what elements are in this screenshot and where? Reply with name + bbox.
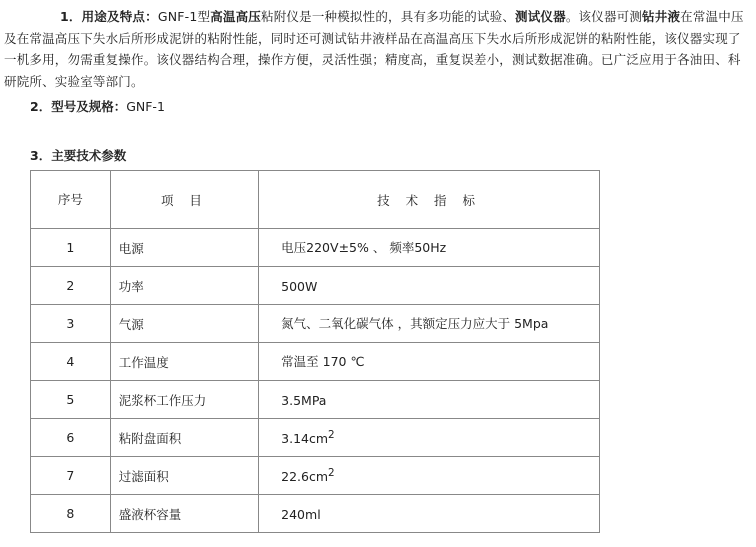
table-row <box>31 419 600 457</box>
row-spec-superscript: 2 <box>328 466 335 479</box>
row-number: 7 <box>31 457 111 495</box>
row-spec <box>259 419 600 457</box>
model-label: 2．型号及规格： <box>30 99 127 114</box>
row-spec-text: 500W <box>281 279 318 295</box>
params-title: 3．主要技术参数 <box>30 148 127 163</box>
table-row <box>31 457 600 495</box>
row-item: 盛液杯容量 <box>110 495 258 533</box>
row-spec-text: 22.6cm <box>281 469 329 485</box>
intro-text-2: 粘附仪是一种模拟性的，具有多功能的试验、 <box>261 9 516 24</box>
row-spec <box>259 495 600 533</box>
row-item: 工作温度 <box>110 343 258 381</box>
header-no: 序号 <box>31 171 111 229</box>
row-item: 气源 <box>110 305 258 343</box>
row-spec-text: 3.5MPa <box>281 393 327 409</box>
row-number: 3 <box>31 305 111 343</box>
row-number: 8 <box>31 495 111 533</box>
intro-bold-3: 钻井液 <box>642 9 681 24</box>
row-item: 泥浆杯工作压力 <box>110 381 258 419</box>
intro-text-3: 。该仪器可测 <box>565 9 643 24</box>
intro-text-1: GNF-1型 <box>157 9 211 24</box>
table-row <box>31 305 600 343</box>
row-spec <box>259 305 600 343</box>
table-row <box>31 381 600 419</box>
table-row <box>31 343 600 381</box>
row-item: 过滤面积 <box>110 457 258 495</box>
intro-bold-1: 高温高压 <box>210 9 262 24</box>
model-line <box>30 97 165 117</box>
row-number: 5 <box>31 381 111 419</box>
table-body <box>31 229 600 533</box>
row-item: 功率 <box>110 267 258 305</box>
row-spec-text: 氮气、二氧化碳气体 ，其额定压力应大于 5Mpa <box>281 316 549 332</box>
row-spec <box>259 267 600 305</box>
intro-text-4: 在常温中压及在常温高压下失水后所形成泥饼的粘附性能，同时还可测试钻井液样品在高温高压下失水后所形成泥饼的粘附性能，该仪器实现了一机多用，勿需重复操作。该仪器结构合理，操作方便，灵活性强；精度高，重复误差小，测试数据准确。已广泛应用于各油田、科研院所、实验室等部门。 <box>4 9 744 89</box>
row-item: 粘附盘面积 <box>110 419 258 457</box>
intro-bold-2: 测试仪器 <box>515 9 566 24</box>
row-spec-text: 3.14cm <box>281 431 329 447</box>
row-spec <box>259 229 600 267</box>
intro-paragraph <box>4 6 750 92</box>
header-item: 项 目 <box>110 171 258 229</box>
row-spec <box>259 457 600 495</box>
table-row <box>31 495 600 533</box>
row-number: 1 <box>31 229 111 267</box>
row-spec-text: 电压220V±5% 、 频率50Hz <box>281 240 447 256</box>
row-spec <box>259 343 600 381</box>
header-spec: 技 术 指 标 <box>259 171 600 229</box>
table-row <box>31 229 600 267</box>
row-number: 2 <box>31 267 111 305</box>
row-spec-text: 240ml <box>281 507 321 523</box>
table-row <box>31 267 600 305</box>
row-spec-text: 常温至 170 ℃ <box>281 354 365 370</box>
row-spec-superscript: 2 <box>328 428 335 441</box>
row-number: 4 <box>31 343 111 381</box>
row-spec <box>259 381 600 419</box>
params-table <box>30 170 600 533</box>
row-item: 电源 <box>110 229 258 267</box>
intro-label: 1．用途及特点： <box>60 9 158 24</box>
row-number: 6 <box>31 419 111 457</box>
table-header-row <box>31 171 600 229</box>
model-value: GNF-1 <box>126 99 165 114</box>
